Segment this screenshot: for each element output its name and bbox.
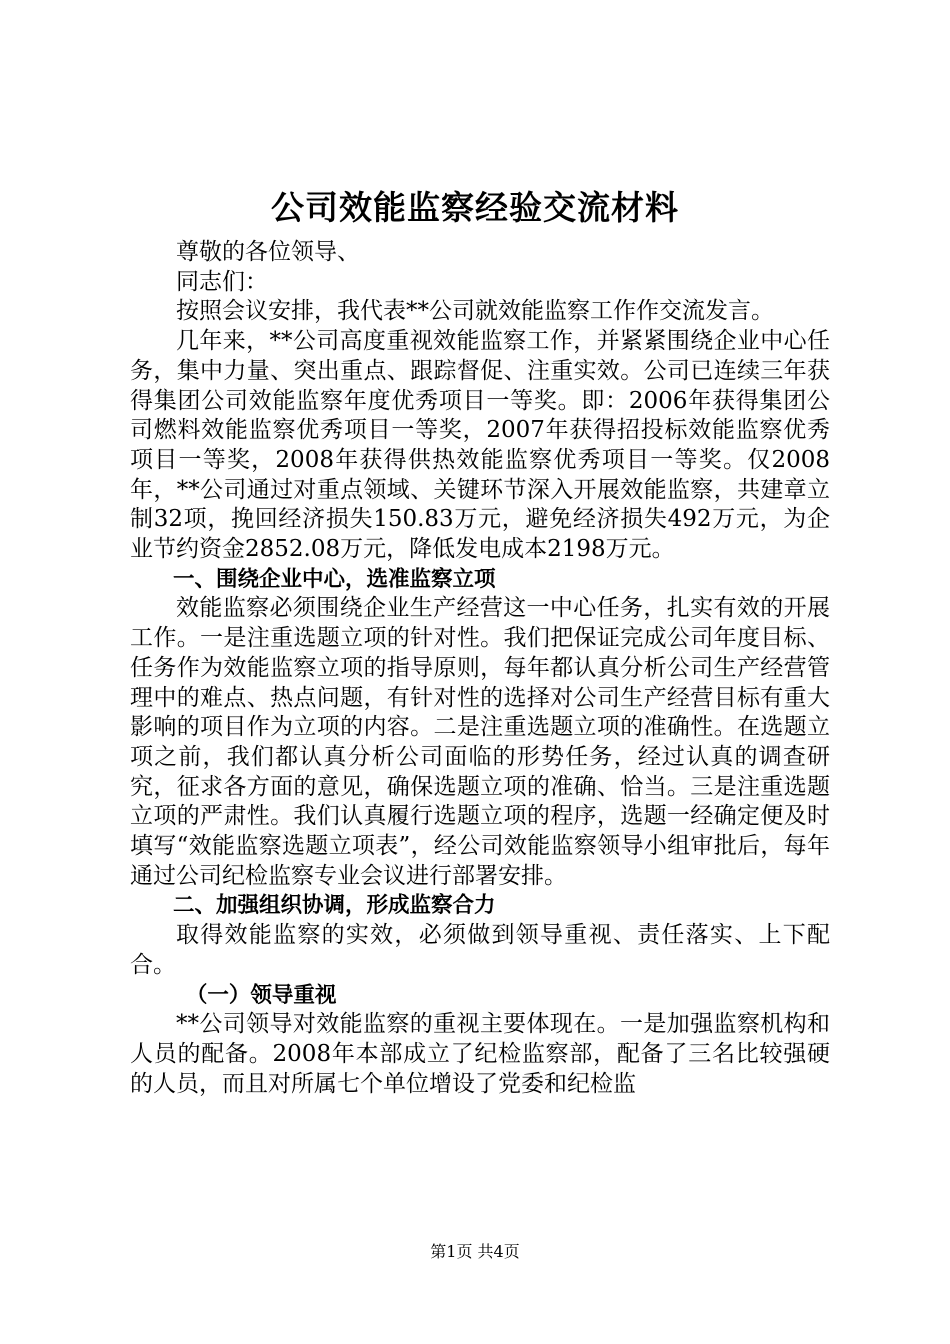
body-paragraph: **公司领导对效能监察的重视主要体现在。一是加强监察机构和人员的配备。2008年本部成立了纪检监察部，配备了三名比较强硬的人员，而且对所属七个单位增设了党委和纪检监 <box>130 1011 830 1097</box>
salutation-line: 同志们： <box>176 268 268 295</box>
body-paragraph: 取得效能监察的实效，必须做到领导重视、责任落实、上下配合。 <box>130 922 830 978</box>
body-paragraph: 几年来，**公司高度重视效能监察工作，并紧紧围绕企业中心任务，集中力量、突出重点、跟踪督促、注重实效。公司已连续三年获得集团公司效能监察年度优秀项目一等奖。即：2006年获得集团公司燃料效能监察优秀项目一等奖，2007年获得招投标效能监察优秀项目一等奖，2008年获得供热效能监察优秀项目一等奖。仅2008年，**公司通过对重点领域、关键环节深入开展效能监察，共建章立制32项，挽回经济损失150.83万元，避免经济损失492万元，为企业节约资金2852.08万元，降低发电成本2198万元。 <box>130 328 830 563</box>
page-footer: 第1页 共4页 <box>430 1242 520 1261</box>
document-body <box>130 238 830 1099</box>
salutation-line: 尊敬的各位领导、 <box>176 239 360 265</box>
document-title: 公司效能监察经验交流材料 <box>271 188 679 227</box>
section-heading: 一、围绕企业中心，选准监察立项 <box>173 566 496 592</box>
section-heading: 二、加强组织协调，形成监察合力 <box>173 893 496 919</box>
body-paragraph: 按照会议安排，我代表**公司就效能监察工作作交流发言。 <box>176 298 774 325</box>
subsection-heading: （一）领导重视 <box>185 982 337 1008</box>
body-paragraph: 效能监察必须围绕企业生产经营这一中心任务，扎实有效的开展工作。一是注重选题立项的针对性。我们把保证完成公司年度目标、任务作为效能监察立项的指导原则，每年都认真分析公司生产经营管理中的难点、热点问题，有针对性的选择对公司生产经营目标有重大影响的项目作为立项的内容。二是注重选题立项的准确性。在选题立项之前，我们都认真分析公司面临的形势任务，经过认真的调查研究，征求各方面的意见，确保选题立项的准确、恰当。三是注重选题立项的严肃性。我们认真履行选题立项的程序，选题一经确定便及时填写“效能监察选题立项表”，经公司效能监察领导小组审批后，每年通过公司纪检监察专业会议进行部署安排。 <box>130 595 830 889</box>
